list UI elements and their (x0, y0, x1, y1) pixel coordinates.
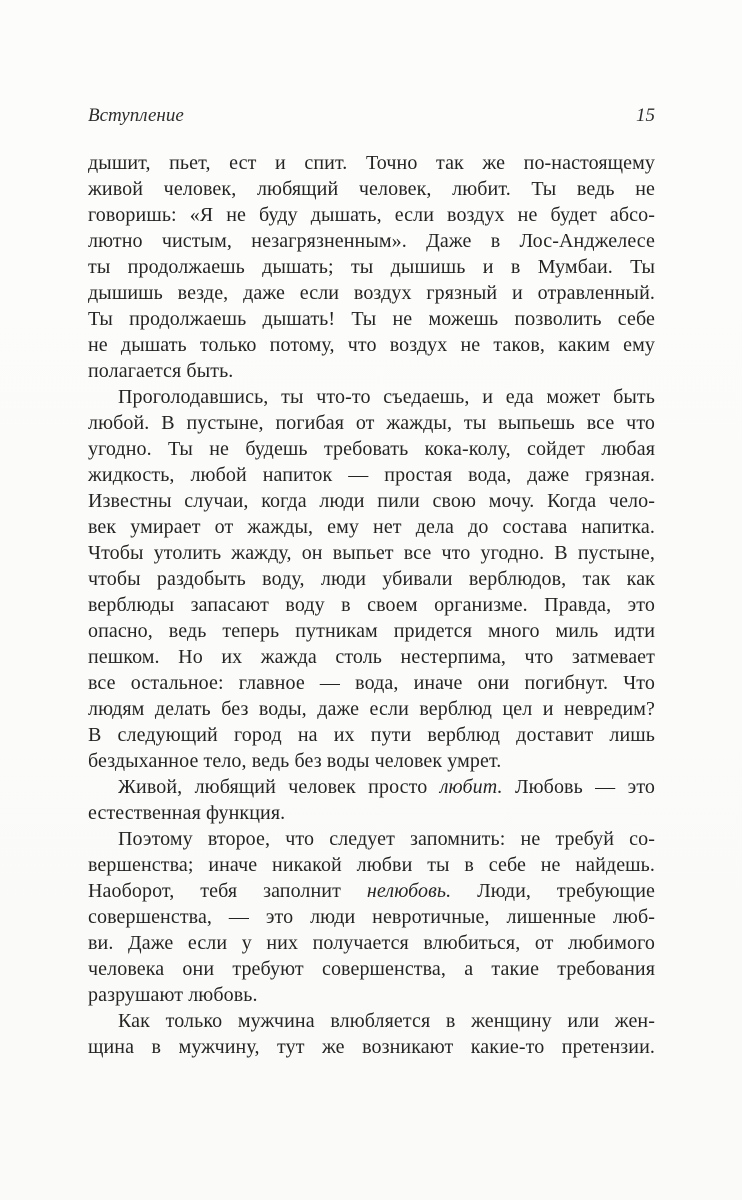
text-line: чтобы раздобыть воду, люди убивали верблюдов, так как (88, 568, 655, 590)
text-line: естественная функция. (88, 802, 286, 824)
text-line: угодно. Ты не будешь требовать кока-колу, сойдет любая (88, 438, 655, 460)
text-line: жидкость, любой напиток — простая вода, даже грязная. (88, 464, 655, 486)
text-line: человека они требуют совершенства, а такие требования (88, 958, 655, 980)
text-line: полагается быть. (88, 360, 234, 382)
text-line: дышишь везде, даже если воздух грязный и отравленный. (88, 282, 655, 304)
page-text (88, 150, 655, 1060)
text-line: Как только мужчина влюбляется в женщину или жен- (118, 1010, 655, 1032)
running-header (88, 104, 655, 128)
paragraph (88, 150, 655, 384)
text-line: век умирает от жажды, ему нет дела до состава напитка. (88, 516, 655, 538)
text-line: совершенства, — это люди невротичные, лишенные люб- (88, 906, 655, 928)
text-line: ви. Даже если у них получается влюбиться, от любимого (88, 932, 655, 954)
text-line: ты продолжаешь дышать; ты дышишь и в Мумбаи. Ты (88, 256, 655, 278)
running-title: Вступление (88, 105, 184, 126)
text-line: лютно чистым, незагрязненным». Даже в Лос-Анджелесе (88, 230, 655, 252)
text-line: вершенства; иначе никакой любви ты в себе не найдешь. (88, 854, 655, 876)
text-line: Наоборот, тебя заполнит нелюбовь. Люди, требующие (88, 880, 655, 902)
text-line: людям делать без воды, даже если верблюд цел и невредим? (88, 698, 655, 720)
text-line: Живой, любящий человек просто любит. Любовь — это (118, 776, 655, 798)
text-line: Ты продолжаешь дышать! Ты не можешь позволить себе (88, 308, 655, 330)
text-line: пешком. Но их жажда столь нестерпима, что затмевает (88, 646, 655, 668)
text-line: дышит, пьет, ест и спит. Точно так же по-настоящему (88, 152, 655, 174)
text-line: все остальное: главное — вода, иначе они погибнут. Что (88, 672, 655, 694)
paragraph (88, 826, 655, 1008)
page-number: 15 (636, 105, 655, 126)
text-line: В следующий город на их пути верблюд доставит лишь (88, 724, 655, 746)
text-line: бездыханное тело, ведь без воды человек умрет. (88, 750, 502, 772)
text-line: опасно, ведь теперь путникам придется много миль идти (88, 620, 655, 642)
text-line: говоришь: «Я не буду дышать, если воздух не будет абсо- (88, 204, 655, 226)
text-line: не дышать только потому, что воздух не таков, каким ему (88, 334, 655, 356)
text-line: любой. В пустыне, погибая от жажды, ты выпьешь все что (88, 412, 655, 434)
text-line: щина в мужчину, тут же возникают какие-то претензии. (88, 1036, 655, 1058)
paragraph (88, 1008, 655, 1060)
paragraph (88, 774, 655, 826)
text-line: разрушают любовь. (88, 984, 258, 1006)
text-line: Чтобы утолить жажду, он выпьет все что угодно. В пустыне, (88, 542, 655, 564)
text-line: верблюды запасают воду в своем организме. Правда, это (88, 594, 655, 616)
text-line: Известны случаи, когда люди пили свою мочу. Когда чело- (88, 490, 655, 512)
text-line: Поэтому второе, что следует запомнить: не требуй со- (118, 828, 655, 850)
text-line: живой человек, любящий человек, любит. Ты ведь не (88, 178, 655, 200)
paragraph (88, 384, 655, 774)
text-line: Проголодавшись, ты что-то съедаешь, и еда может быть (118, 386, 655, 408)
